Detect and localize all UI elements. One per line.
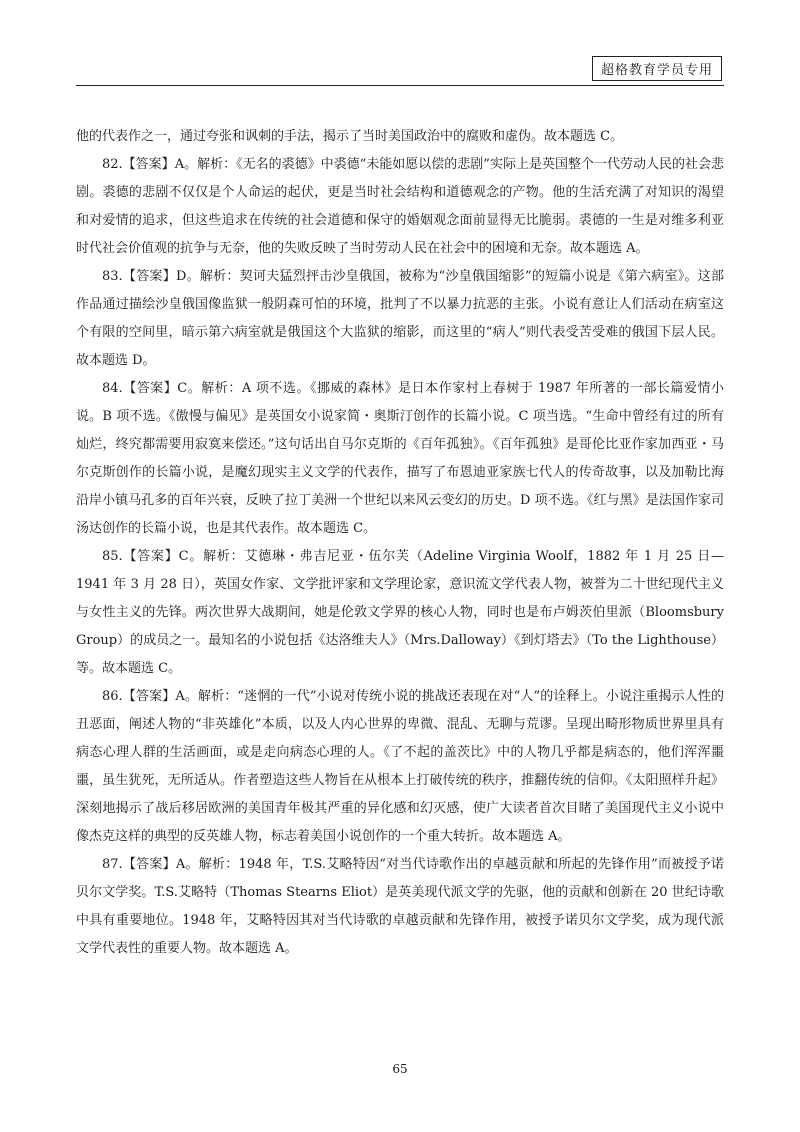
- answer-82: 82.【答案】A。解析：《无名的裘德》中裘德“未能如愿以偿的悲剧”实际上是英国整个一代劳动人民的社会悲剧。裘德的悲剧不仅仅是个人命运的起伏，更是当时社会结构和道德观念的产物。他的生活充满了对知识的渴望和对爱情的追求，但这些追求在传统的社会道德和保守的婚姻观念面前显得无比脆弱。裘德的一生是对维多利亚时代社会价值观的抗争与无奈，他的失败反映了当时劳动人民在社会中的困境和无奈。故本题选 A。: [76, 157, 724, 256]
- document-body: [76, 123, 724, 963]
- page-number: 65: [392, 1062, 408, 1076]
- answer-83: 83.【答案】D。解析：契诃夫猛烈抨击沙皇俄国，被称为“沙皇俄国缩影”的短篇小说是《第六病室》。这部作品通过描绘沙皇俄国像监狱一般阴森可怕的环境，批判了不以暴力抗恶的主张。小说有意让人们活动在病室这个有限的空间里，暗示第六病室就是俄国这个大监狱的缩影，而这里的“病人”则代表受苦受难的俄国下层人民。故本题选 D。: [76, 269, 724, 368]
- header-divider: [76, 85, 724, 86]
- header-label: 超格教育学员专用: [592, 56, 722, 81]
- paragraph-continuation: 他的代表作之一，通过夸张和讽刺的手法，揭示了当时美国政治中的腐败和虚伪。故本题选 C。: [76, 129, 624, 144]
- answer-84: 84.【答案】C。解析：A 项不选。《挪威的森林》是日本作家村上春树于 1987 年所著的一部长篇爱情小说。B 项不选。《傲慢与偏见》是英国女小说家简・奥斯汀创作的长篇小说。C 项当选。“生命中曾经有过的所有灿烂，终究都需要用寂寞来偿还。”这句话出自马尔克斯的《百年孤独》。《百年孤独》是哥伦比亚作家加西亚・马尔克斯创作的长篇小说，是魔幻现实主义文学的代表作，描写了布恩迪亚家族七代人的传奇故事，以及加勒比海沿岸小镇马孔多的百年兴衰，反映了拉丁美洲一个世纪以来风云变幻的历史。D 项不选。《红与黑》是法国作家司汤达创作的长篇小说，也是其代表作。故本题选 C。: [76, 381, 724, 536]
- answer-86: 86.【答案】A。解析：“迷惘的一代”小说对传统小说的挑战还表现在对“人”的诠释上。小说注重揭示人性的丑恶面，阐述人物的“非英雄化”本质，以及人内心世界的卑微、混乱、无聊与荒谬。呈现出畸形物质世界里具有病态心理人群的生活画面，或是走向病态心理的人。《了不起的盖茨比》中的人物几乎都是病态的，他们浑浑噩噩，虽生犹死，无所适从。作者塑造这些人物旨在从根本上打破传统的秩序，推翻传统的信仰。《太阳照样升起》深刻地揭示了战后移居欧洲的美国青年极其严重的异化感和幻灭感，使广大读者首次目睹了美国现代主义小说中像杰克这样的典型的反英雄人物，标志着美国小说创作的一个重大转折。故本题选 A。: [76, 689, 724, 844]
- answer-85: 85.【答案】C。解析：艾德琳・弗吉尼亚・伍尔芙（Adeline Virginia Woolf，1882 年 1 月 25 日—1941 年 3 月 28 日），英国女作家、文学批评家和文学理论家，意识流文学代表人物，被誉为二十世纪现代主义与女性主义的先锋。两次世界大战期间，她是伦敦文学界的核心人物，同时也是布卢姆茨伯里派（Bloomsbury Group）的成员之一。最知名的小说包括《达洛维夫人》（Mrs.Dalloway）《到灯塔去》（To the Lighthouse）等。故本题选 C。: [76, 549, 724, 676]
- answer-87: 87.【答案】A。解析：1948 年，T.S.艾略特因“对当代诗歌作出的卓越贡献和所起的先锋作用”而被授予诺贝尔文学奖。T.S.艾略特（Thomas Stearns Eliot）是英美现代派文学的先驱，他的贡献和创新在 20 世纪诗歌中具有重要地位。1948 年，艾略特因其对当代诗歌的卓越贡献和先锋作用，被授予诺贝尔文学奖，成为现代派文学代表性的重要人物。故本题选 A。: [76, 857, 724, 956]
